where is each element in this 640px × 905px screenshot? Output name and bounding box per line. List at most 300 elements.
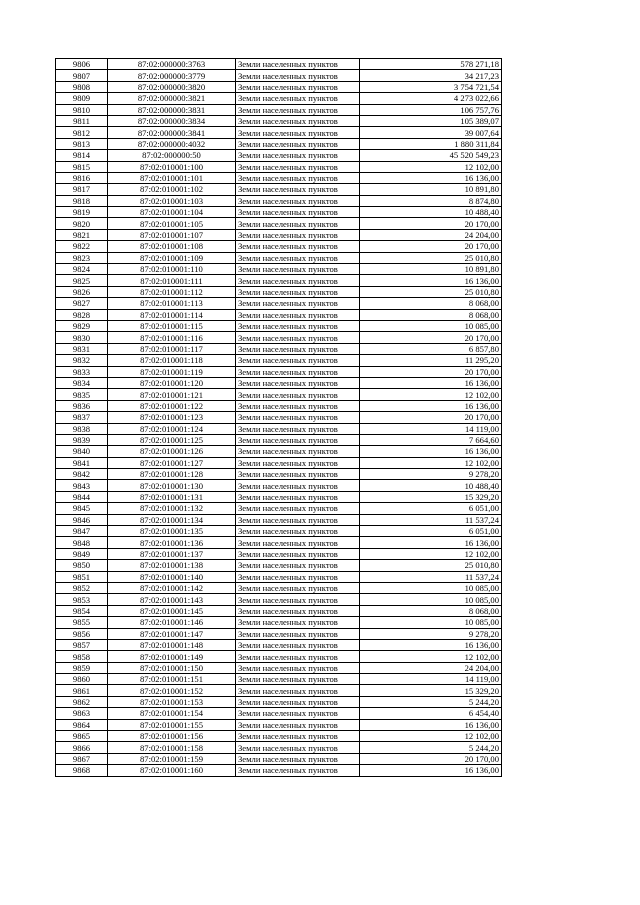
cadastral-number-cell: 87:02:010001:118 — [108, 355, 236, 366]
row-number-cell: 9848 — [56, 537, 108, 548]
row-number-cell: 9845 — [56, 503, 108, 514]
cadastral-value-cell: 5 244,20 — [360, 742, 502, 753]
cadastral-number-cell: 87:02:010001:110 — [108, 264, 236, 275]
row-number-cell: 9853 — [56, 594, 108, 605]
table-row — [56, 93, 502, 104]
cadastral-number-cell: 87:02:000000:3841 — [108, 127, 236, 138]
cadastral-value-cell: 10 891,80 — [360, 264, 502, 275]
cadastral-value-cell: 20 170,00 — [360, 412, 502, 423]
land-category-cell: Земли населенных пунктов — [236, 366, 360, 377]
table-row — [56, 651, 502, 662]
cadastral-value-cell: 16 136,00 — [360, 765, 502, 776]
row-number-cell: 9838 — [56, 423, 108, 434]
row-number-cell: 9857 — [56, 639, 108, 650]
cadastral-value-cell: 25 010,80 — [360, 252, 502, 263]
land-category-cell: Земли населенных пунктов — [236, 59, 360, 70]
cadastral-number-cell: 87:02:010001:105 — [108, 218, 236, 229]
row-number-cell: 9855 — [56, 617, 108, 628]
cadastral-number-cell: 87:02:010001:140 — [108, 571, 236, 582]
cadastral-value-cell: 11 295,20 — [360, 355, 502, 366]
row-number-cell: 9866 — [56, 742, 108, 753]
cadastral-value-cell: 25 010,80 — [360, 560, 502, 571]
land-category-cell: Земли населенных пунктов — [236, 685, 360, 696]
row-number-cell: 9841 — [56, 457, 108, 468]
cadastral-value-cell: 4 273 022,66 — [360, 93, 502, 104]
land-category-cell: Земли населенных пунктов — [236, 548, 360, 559]
cadastral-value-cell: 20 170,00 — [360, 241, 502, 252]
land-category-cell: Земли населенных пунктов — [236, 537, 360, 548]
table-row — [56, 264, 502, 275]
cadastral-number-cell: 87:02:010001:122 — [108, 400, 236, 411]
row-number-cell: 9829 — [56, 320, 108, 331]
table-row — [56, 742, 502, 753]
cadastral-number-cell: 87:02:010001:103 — [108, 195, 236, 206]
cadastral-number-cell: 87:02:010001:101 — [108, 172, 236, 183]
table-row — [56, 286, 502, 297]
cadastral-value-cell: 1 880 311,84 — [360, 138, 502, 149]
cadastral-number-cell: 87:02:010001:120 — [108, 377, 236, 388]
land-category-cell: Земли населенных пунктов — [236, 127, 360, 138]
table-row — [56, 59, 502, 70]
table-row — [56, 355, 502, 366]
row-number-cell: 9807 — [56, 70, 108, 81]
land-category-cell: Земли населенных пунктов — [236, 252, 360, 263]
row-number-cell: 9846 — [56, 514, 108, 525]
table-row — [56, 161, 502, 172]
row-number-cell: 9828 — [56, 309, 108, 320]
table-row — [56, 685, 502, 696]
cadastral-value-cell: 8 068,00 — [360, 298, 502, 309]
land-category-cell: Земли населенных пунктов — [236, 172, 360, 183]
cadastral-value-cell: 12 102,00 — [360, 548, 502, 559]
cadastral-number-cell: 87:02:010001:124 — [108, 423, 236, 434]
table-row — [56, 252, 502, 263]
table-row — [56, 218, 502, 229]
cadastral-number-cell: 87:02:010001:137 — [108, 548, 236, 559]
cadastral-value-cell: 8 874,80 — [360, 195, 502, 206]
cadastral-number-cell: 87:02:010001:150 — [108, 662, 236, 673]
cadastral-value-cell: 10 085,00 — [360, 582, 502, 593]
cadastral-value-cell: 11 537,24 — [360, 514, 502, 525]
table-row — [56, 696, 502, 707]
table-row — [56, 150, 502, 161]
table-row — [56, 469, 502, 480]
land-category-cell: Земли населенных пунктов — [236, 491, 360, 502]
land-category-cell: Земли населенных пунктов — [236, 571, 360, 582]
table-row — [56, 104, 502, 115]
row-number-cell: 9811 — [56, 115, 108, 126]
cadastral-value-cell: 24 204,00 — [360, 662, 502, 673]
cadastral-number-cell: 87:02:010001:131 — [108, 491, 236, 502]
cadastral-number-cell: 87:02:010001:154 — [108, 708, 236, 719]
land-category-cell: Земли населенных пунктов — [236, 70, 360, 81]
land-category-cell: Земли населенных пунктов — [236, 765, 360, 776]
cadastral-value-cell: 14 119,00 — [360, 423, 502, 434]
cadastral-number-cell: 87:02:010001:138 — [108, 560, 236, 571]
cadastral-number-cell: 87:02:010001:107 — [108, 229, 236, 240]
row-number-cell: 9825 — [56, 275, 108, 286]
cadastral-number-cell: 87:02:010001:112 — [108, 286, 236, 297]
land-category-cell: Земли населенных пунктов — [236, 605, 360, 616]
cadastral-number-cell: 87:02:010001:142 — [108, 582, 236, 593]
table-row — [56, 526, 502, 537]
land-category-cell: Земли населенных пунктов — [236, 674, 360, 685]
cadastral-value-cell: 10 488,40 — [360, 207, 502, 218]
land-category-cell: Земли населенных пунктов — [236, 400, 360, 411]
row-number-cell: 9835 — [56, 389, 108, 400]
land-category-cell: Земли населенных пунктов — [236, 696, 360, 707]
cadastral-number-cell: 87:02:010001:146 — [108, 617, 236, 628]
cadastral-value-cell: 8 068,00 — [360, 605, 502, 616]
land-category-cell: Земли населенных пунктов — [236, 651, 360, 662]
cadastral-number-cell: 87:02:010001:111 — [108, 275, 236, 286]
row-number-cell: 9830 — [56, 332, 108, 343]
row-number-cell: 9861 — [56, 685, 108, 696]
row-number-cell: 9822 — [56, 241, 108, 252]
cadastral-value-cell: 34 217,23 — [360, 70, 502, 81]
table-row — [56, 423, 502, 434]
row-number-cell: 9813 — [56, 138, 108, 149]
cadastral-number-cell: 87:02:000000:4032 — [108, 138, 236, 149]
table-row — [56, 309, 502, 320]
cadastral-number-cell: 87:02:010001:147 — [108, 628, 236, 639]
cadastral-number-cell: 87:02:010001:151 — [108, 674, 236, 685]
land-category-cell: Земли населенных пунктов — [236, 184, 360, 195]
cadastral-number-cell: 87:02:010001:134 — [108, 514, 236, 525]
table-row — [56, 537, 502, 548]
cadastral-value-cell: 20 170,00 — [360, 218, 502, 229]
cadastral-value-cell: 12 102,00 — [360, 731, 502, 742]
table-row — [56, 731, 502, 742]
table-row — [56, 571, 502, 582]
table-row — [56, 207, 502, 218]
cadastral-number-cell: 87:02:000000:3831 — [108, 104, 236, 115]
table-row — [56, 241, 502, 252]
row-number-cell: 9859 — [56, 662, 108, 673]
table-row — [56, 674, 502, 685]
land-category-cell: Земли населенных пунктов — [236, 434, 360, 445]
land-category-cell: Земли населенных пунктов — [236, 150, 360, 161]
land-category-cell: Земли населенных пунктов — [236, 457, 360, 468]
cadastral-value-cell: 578 271,18 — [360, 59, 502, 70]
land-category-cell: Земли населенных пунктов — [236, 560, 360, 571]
cadastral-value-cell: 12 102,00 — [360, 651, 502, 662]
row-number-cell: 9810 — [56, 104, 108, 115]
land-category-cell: Земли населенных пунктов — [236, 264, 360, 275]
cadastral-value-cell: 106 757,76 — [360, 104, 502, 115]
cadastral-number-cell: 87:02:010001:158 — [108, 742, 236, 753]
land-category-cell: Земли населенных пунктов — [236, 377, 360, 388]
table-row — [56, 594, 502, 605]
cadastral-value-cell: 10 085,00 — [360, 594, 502, 605]
land-category-cell: Земли населенных пунктов — [236, 742, 360, 753]
table-row — [56, 765, 502, 776]
row-number-cell: 9844 — [56, 491, 108, 502]
cadastral-value-cell: 16 136,00 — [360, 377, 502, 388]
cadastral-value-cell: 6 857,80 — [360, 343, 502, 354]
cadastral-value-cell: 10 488,40 — [360, 480, 502, 491]
cadastral-value-cell: 10 085,00 — [360, 617, 502, 628]
row-number-cell: 9834 — [56, 377, 108, 388]
row-number-cell: 9812 — [56, 127, 108, 138]
land-category-cell: Земли населенных пунктов — [236, 594, 360, 605]
land-category-cell: Земли населенных пунктов — [236, 446, 360, 457]
cadastral-value-cell: 6 454,40 — [360, 708, 502, 719]
table-row — [56, 560, 502, 571]
land-category-cell: Земли населенных пунктов — [236, 332, 360, 343]
land-category-cell: Земли населенных пунктов — [236, 526, 360, 537]
cadastral-value-cell: 25 010,80 — [360, 286, 502, 297]
table-row — [56, 617, 502, 628]
cadastral-value-cell: 15 329,20 — [360, 491, 502, 502]
table-row — [56, 514, 502, 525]
row-number-cell: 9842 — [56, 469, 108, 480]
row-number-cell: 9854 — [56, 605, 108, 616]
cadastral-value-cell: 16 136,00 — [360, 400, 502, 411]
land-category-cell: Земли населенных пунктов — [236, 343, 360, 354]
row-number-cell: 9808 — [56, 81, 108, 92]
land-category-cell: Земли населенных пунктов — [236, 719, 360, 730]
cadastral-value-cell: 16 136,00 — [360, 172, 502, 183]
row-number-cell: 9824 — [56, 264, 108, 275]
cadastral-value-cell: 11 537,24 — [360, 571, 502, 582]
cadastral-number-cell: 87:02:000000:3779 — [108, 70, 236, 81]
cadastral-number-cell: 87:02:000000:3834 — [108, 115, 236, 126]
land-category-cell: Земли населенных пунктов — [236, 514, 360, 525]
land-category-cell: Земли населенных пунктов — [236, 412, 360, 423]
cadastral-number-cell: 87:02:000000:3820 — [108, 81, 236, 92]
cadastral-value-cell: 8 068,00 — [360, 309, 502, 320]
row-number-cell: 9815 — [56, 161, 108, 172]
cadastral-value-cell: 9 278,20 — [360, 628, 502, 639]
row-number-cell: 9817 — [56, 184, 108, 195]
cadastral-number-cell: 87:02:010001:128 — [108, 469, 236, 480]
land-category-cell: Земли населенных пунктов — [236, 503, 360, 514]
land-category-cell: Земли населенных пунктов — [236, 309, 360, 320]
table-row — [56, 138, 502, 149]
land-category-cell: Земли населенных пунктов — [236, 275, 360, 286]
land-category-cell: Земли населенных пунктов — [236, 731, 360, 742]
cadastral-number-cell: 87:02:010001:123 — [108, 412, 236, 423]
table-row — [56, 446, 502, 457]
table-row — [56, 70, 502, 81]
row-number-cell: 9863 — [56, 708, 108, 719]
cadastral-value-cell: 10 891,80 — [360, 184, 502, 195]
cadastral-number-cell: 87:02:010001:109 — [108, 252, 236, 263]
cadastral-number-cell: 87:02:010001:160 — [108, 765, 236, 776]
table-row — [56, 377, 502, 388]
table-row — [56, 491, 502, 502]
row-number-cell: 9860 — [56, 674, 108, 685]
cadastral-number-cell: 87:02:010001:121 — [108, 389, 236, 400]
table-row — [56, 719, 502, 730]
table-row — [56, 195, 502, 206]
cadastral-number-cell: 87:02:000000:50 — [108, 150, 236, 161]
row-number-cell: 9858 — [56, 651, 108, 662]
cadastral-value-cell: 15 329,20 — [360, 685, 502, 696]
cadastral-number-cell: 87:02:010001:114 — [108, 309, 236, 320]
land-category-cell: Земли населенных пунктов — [236, 662, 360, 673]
cadastral-value-cell: 5 244,20 — [360, 696, 502, 707]
cadastral-number-cell: 87:02:000000:3763 — [108, 59, 236, 70]
land-category-cell: Земли населенных пунктов — [236, 617, 360, 628]
table-body — [56, 59, 502, 777]
cadastral-number-cell: 87:02:010001:102 — [108, 184, 236, 195]
cadastral-value-cell: 10 085,00 — [360, 320, 502, 331]
table-row — [56, 184, 502, 195]
land-category-cell: Земли населенных пунктов — [236, 138, 360, 149]
cadastral-number-cell: 87:02:010001:143 — [108, 594, 236, 605]
row-number-cell: 9837 — [56, 412, 108, 423]
cadastral-value-cell: 6 051,00 — [360, 503, 502, 514]
cadastral-number-cell: 87:02:010001:116 — [108, 332, 236, 343]
table-row — [56, 662, 502, 673]
land-category-cell: Земли населенных пунктов — [236, 320, 360, 331]
row-number-cell: 9840 — [56, 446, 108, 457]
cadastral-number-cell: 87:02:010001:153 — [108, 696, 236, 707]
land-category-cell: Земли населенных пунктов — [236, 93, 360, 104]
cadastral-value-cell: 9 278,20 — [360, 469, 502, 480]
cadastral-number-cell: 87:02:010001:113 — [108, 298, 236, 309]
cadastral-value-cell: 16 136,00 — [360, 719, 502, 730]
row-number-cell: 9826 — [56, 286, 108, 297]
row-number-cell: 9839 — [56, 434, 108, 445]
row-number-cell: 9833 — [56, 366, 108, 377]
cadastral-value-cell: 14 119,00 — [360, 674, 502, 685]
cadastral-value-cell: 20 170,00 — [360, 366, 502, 377]
land-category-cell: Земли населенных пунктов — [236, 81, 360, 92]
cadastral-number-cell: 87:02:010001:104 — [108, 207, 236, 218]
row-number-cell: 9843 — [56, 480, 108, 491]
table-row — [56, 320, 502, 331]
cadastral-number-cell: 87:02:000000:3821 — [108, 93, 236, 104]
row-number-cell: 9818 — [56, 195, 108, 206]
table-row — [56, 127, 502, 138]
row-number-cell: 9819 — [56, 207, 108, 218]
land-category-cell: Земли населенных пунктов — [236, 195, 360, 206]
land-category-cell: Земли населенных пунктов — [236, 286, 360, 297]
land-category-cell: Земли населенных пунктов — [236, 582, 360, 593]
cadastral-value-cell: 24 204,00 — [360, 229, 502, 240]
land-category-cell: Земли населенных пунктов — [236, 708, 360, 719]
cadastral-value-cell: 16 136,00 — [360, 537, 502, 548]
table-row — [56, 480, 502, 491]
table-row — [56, 275, 502, 286]
cadastral-number-cell: 87:02:010001:125 — [108, 434, 236, 445]
cadastral-number-cell: 87:02:010001:156 — [108, 731, 236, 742]
row-number-cell: 9850 — [56, 560, 108, 571]
row-number-cell: 9827 — [56, 298, 108, 309]
cadastral-number-cell: 87:02:010001:126 — [108, 446, 236, 457]
row-number-cell: 9816 — [56, 172, 108, 183]
cadastral-number-cell: 87:02:010001:148 — [108, 639, 236, 650]
cadastral-number-cell: 87:02:010001:159 — [108, 753, 236, 764]
table-row — [56, 708, 502, 719]
cadastral-value-cell: 12 102,00 — [360, 389, 502, 400]
cadastral-number-cell: 87:02:010001:132 — [108, 503, 236, 514]
cadastral-number-cell: 87:02:010001:145 — [108, 605, 236, 616]
row-number-cell: 9806 — [56, 59, 108, 70]
land-category-cell: Земли населенных пунктов — [236, 469, 360, 480]
cadastral-value-cell: 105 389,07 — [360, 115, 502, 126]
cadastral-number-cell: 87:02:010001:152 — [108, 685, 236, 696]
land-category-cell: Земли населенных пунктов — [236, 389, 360, 400]
cadastral-value-cell: 45 520 549,23 — [360, 150, 502, 161]
land-category-cell: Земли населенных пунктов — [236, 241, 360, 252]
cadastral-value-cell: 39 007,64 — [360, 127, 502, 138]
row-number-cell: 9847 — [56, 526, 108, 537]
row-number-cell: 9820 — [56, 218, 108, 229]
table-row — [56, 298, 502, 309]
row-number-cell: 9814 — [56, 150, 108, 161]
cadastral-value-cell: 12 102,00 — [360, 161, 502, 172]
row-number-cell: 9856 — [56, 628, 108, 639]
land-category-cell: Земли населенных пунктов — [236, 104, 360, 115]
cadastral-number-cell: 87:02:010001:117 — [108, 343, 236, 354]
cadastral-number-cell: 87:02:010001:135 — [108, 526, 236, 537]
table-row — [56, 400, 502, 411]
table-row — [56, 229, 502, 240]
cadastral-number-cell: 87:02:010001:127 — [108, 457, 236, 468]
table-row — [56, 457, 502, 468]
cadastral-number-cell: 87:02:010001:119 — [108, 366, 236, 377]
table-row — [56, 115, 502, 126]
row-number-cell: 9832 — [56, 355, 108, 366]
land-category-cell: Земли населенных пунктов — [236, 628, 360, 639]
row-number-cell: 9821 — [56, 229, 108, 240]
row-number-cell: 9865 — [56, 731, 108, 742]
land-category-cell: Земли населенных пунктов — [236, 298, 360, 309]
table-row — [56, 332, 502, 343]
cadastral-number-cell: 87:02:010001:149 — [108, 651, 236, 662]
table-row — [56, 343, 502, 354]
cadastral-value-cell: 16 136,00 — [360, 639, 502, 650]
table-row — [56, 81, 502, 92]
table-row — [56, 172, 502, 183]
land-category-cell: Земли населенных пунктов — [236, 115, 360, 126]
table-row — [56, 582, 502, 593]
table-row — [56, 753, 502, 764]
table-row — [56, 503, 502, 514]
cadastral-value-cell: 7 664,60 — [360, 434, 502, 445]
cadastral-number-cell: 87:02:010001:155 — [108, 719, 236, 730]
land-category-cell: Земли населенных пунктов — [236, 161, 360, 172]
table-row — [56, 628, 502, 639]
cadastral-value-cell: 6 051,00 — [360, 526, 502, 537]
cadastral-value-cell: 20 170,00 — [360, 753, 502, 764]
row-number-cell: 9849 — [56, 548, 108, 559]
row-number-cell: 9851 — [56, 571, 108, 582]
row-number-cell: 9809 — [56, 93, 108, 104]
table-row — [56, 412, 502, 423]
table-row — [56, 389, 502, 400]
cadastral-number-cell: 87:02:010001:100 — [108, 161, 236, 172]
cadastral-number-cell: 87:02:010001:130 — [108, 480, 236, 491]
land-category-cell: Земли населенных пунктов — [236, 423, 360, 434]
cadastral-value-cell: 16 136,00 — [360, 275, 502, 286]
table-row — [56, 605, 502, 616]
land-category-cell: Земли населенных пунктов — [236, 207, 360, 218]
row-number-cell: 9862 — [56, 696, 108, 707]
row-number-cell: 9823 — [56, 252, 108, 263]
table-row — [56, 434, 502, 445]
table-row — [56, 548, 502, 559]
cadastral-number-cell: 87:02:010001:136 — [108, 537, 236, 548]
cadastral-value-cell: 3 754 721,54 — [360, 81, 502, 92]
row-number-cell: 9867 — [56, 753, 108, 764]
cadastral-value-cell: 12 102,00 — [360, 457, 502, 468]
row-number-cell: 9852 — [56, 582, 108, 593]
